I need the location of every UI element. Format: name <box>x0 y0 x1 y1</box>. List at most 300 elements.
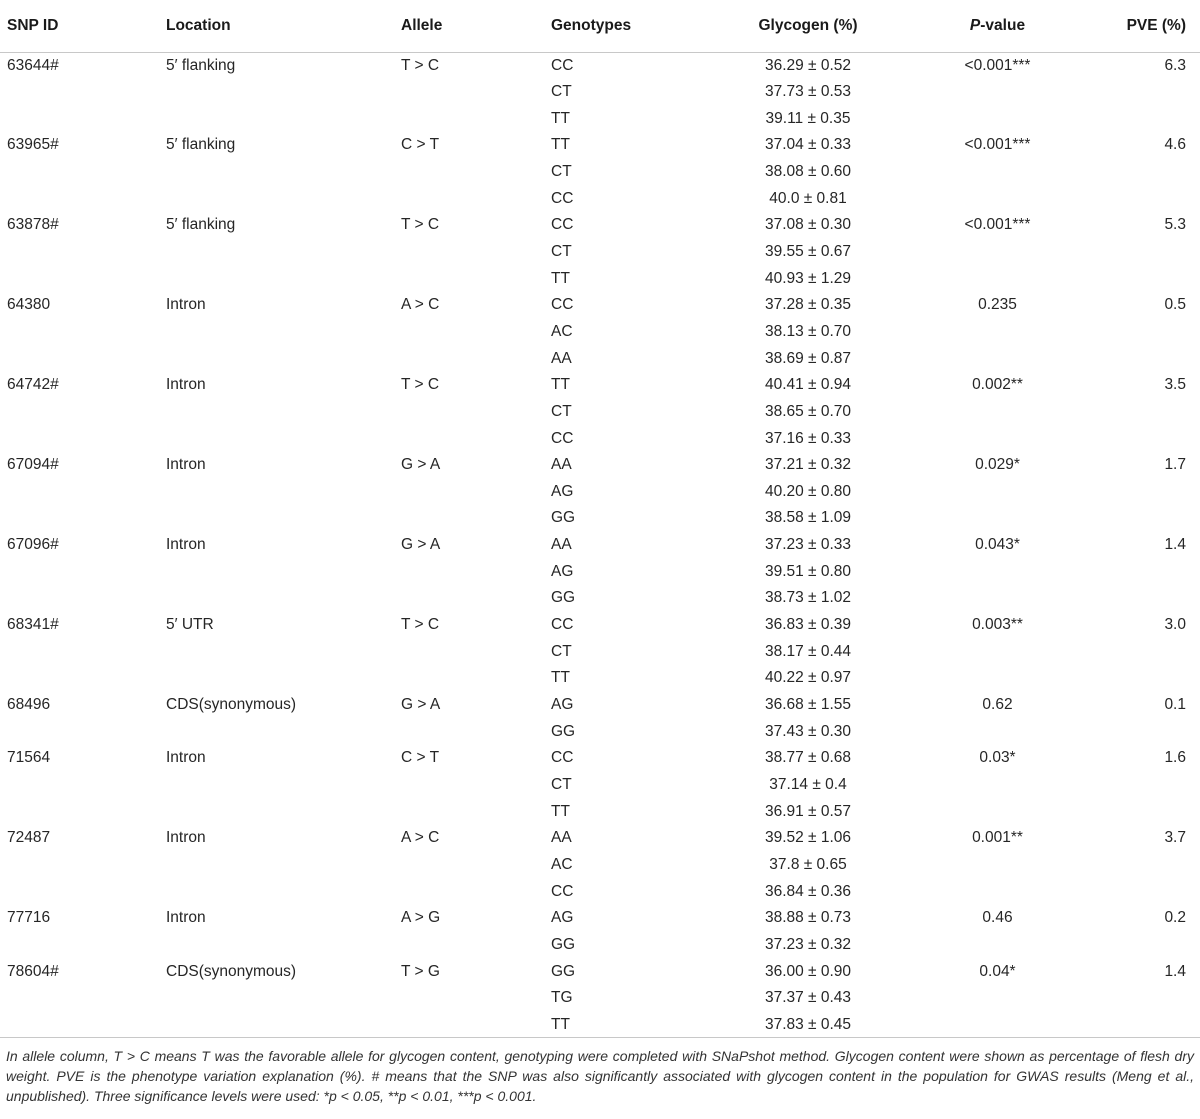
header-allele: Allele <box>401 0 551 52</box>
cell-pvalue: 0.029* <box>975 456 1020 474</box>
cell-location: Intron <box>166 536 206 554</box>
cell-genotype: CT <box>551 402 572 420</box>
table-row <box>0 345 1200 372</box>
cell-allele: T > C <box>401 216 440 234</box>
cell-allele: T > C <box>401 616 440 634</box>
cell-location: Intron <box>166 296 206 314</box>
cell-snp-id <box>0 1012 166 1039</box>
cell-glycogen: 36.00 ± 0.90 <box>764 962 852 980</box>
cell-glycogen: 37.23 ± 0.33 <box>764 536 852 554</box>
cell-genotype: TT <box>551 1015 570 1033</box>
cell-location: Intron <box>166 829 206 847</box>
cell-genotype: CT <box>551 82 572 100</box>
cell-pvalue <box>905 265 1090 292</box>
cell-glycogen: 36.91 ± 0.57 <box>764 802 852 820</box>
cell-pvalue <box>905 319 1090 346</box>
cell-snp-id: 67094# <box>7 456 59 474</box>
cell-snp-id <box>0 718 166 745</box>
cell-allele <box>401 505 551 532</box>
cell-allele <box>401 558 551 585</box>
cell-pve <box>1090 105 1200 132</box>
table-row <box>0 718 1200 745</box>
table-row <box>0 985 1200 1012</box>
cell-pve <box>1090 932 1200 959</box>
cell-snp-id <box>0 239 166 266</box>
cell-location: Intron <box>166 376 206 394</box>
cell-location <box>166 985 401 1012</box>
cell-pve: 1.6 <box>1164 749 1186 767</box>
cell-location: 5′ UTR <box>166 616 214 634</box>
cell-location <box>166 772 401 799</box>
header-genotypes: Genotypes <box>551 0 711 52</box>
cell-snp-id <box>0 319 166 346</box>
cell-pvalue: <0.001*** <box>964 136 1031 154</box>
cell-genotype: GG <box>551 935 576 953</box>
cell-pvalue <box>905 852 1090 879</box>
cell-glycogen: 37.08 ± 0.30 <box>764 216 852 234</box>
cell-allele: T > C <box>401 56 440 74</box>
cell-pvalue: <0.001*** <box>964 216 1031 234</box>
cell-pvalue <box>905 772 1090 799</box>
cell-pve <box>1090 1012 1200 1039</box>
cell-genotype: AG <box>551 696 574 714</box>
cell-location: CDS(synonymous) <box>166 962 297 980</box>
cell-allele: G > A <box>401 456 441 474</box>
cell-genotype: CT <box>551 776 572 794</box>
cell-genotype: AA <box>551 349 572 367</box>
table-row <box>0 319 1200 346</box>
cell-glycogen: 37.23 ± 0.32 <box>764 935 852 953</box>
cell-genotype: TT <box>551 136 570 154</box>
table-row <box>0 798 1200 825</box>
cell-allele <box>401 798 551 825</box>
cell-genotype: GG <box>551 722 576 740</box>
cell-allele: A > C <box>401 829 440 847</box>
cell-snp-id <box>0 345 166 372</box>
cell-allele <box>401 665 551 692</box>
cell-location <box>166 319 401 346</box>
cell-genotype: GG <box>551 509 576 527</box>
cell-glycogen: 37.37 ± 0.43 <box>764 989 852 1007</box>
cell-snp-id: 72487 <box>7 829 51 847</box>
cell-allele <box>401 399 551 426</box>
cell-pve <box>1090 319 1200 346</box>
cell-pvalue: 0.043* <box>975 536 1020 554</box>
header-snp-id: SNP ID <box>0 0 166 52</box>
table-row <box>0 958 1200 985</box>
table-row <box>0 452 1200 479</box>
cell-genotype: TT <box>551 376 570 394</box>
cell-pvalue <box>905 479 1090 506</box>
cell-genotype: CC <box>551 216 574 234</box>
cell-allele <box>401 319 551 346</box>
table-row <box>0 372 1200 399</box>
cell-genotype: AA <box>551 456 572 474</box>
cell-allele <box>401 985 551 1012</box>
table-row <box>0 852 1200 879</box>
cell-pvalue <box>905 425 1090 452</box>
table-row <box>0 265 1200 292</box>
cell-snp-id <box>0 185 166 212</box>
cell-pve <box>1090 505 1200 532</box>
cell-snp-id <box>0 798 166 825</box>
cell-pve <box>1090 798 1200 825</box>
cell-pvalue <box>905 185 1090 212</box>
cell-pvalue: 0.46 <box>982 909 1013 927</box>
table-row <box>0 638 1200 665</box>
cell-pve <box>1090 159 1200 186</box>
cell-genotype: AG <box>551 909 574 927</box>
cell-pvalue <box>905 159 1090 186</box>
table-row <box>0 505 1200 532</box>
table-row <box>0 185 1200 212</box>
cell-allele <box>401 638 551 665</box>
cell-genotype: CC <box>551 429 574 447</box>
cell-glycogen: 37.73 ± 0.53 <box>764 82 852 100</box>
cell-pvalue: 0.001** <box>972 829 1023 847</box>
cell-pvalue <box>905 718 1090 745</box>
cell-glycogen: 37.21 ± 0.32 <box>764 456 852 474</box>
table-row <box>0 105 1200 132</box>
cell-pvalue: 0.62 <box>982 696 1013 714</box>
cell-allele <box>401 772 551 799</box>
cell-snp-id: 64742# <box>7 376 59 394</box>
cell-glycogen: 37.83 ± 0.45 <box>764 1015 852 1033</box>
cell-genotype: AC <box>551 856 573 874</box>
table-row <box>0 532 1200 559</box>
cell-location <box>166 718 401 745</box>
cell-pvalue <box>905 798 1090 825</box>
cell-glycogen: 39.52 ± 1.06 <box>764 829 852 847</box>
cell-pvalue <box>905 638 1090 665</box>
cell-allele <box>401 852 551 879</box>
cell-allele: C > T <box>401 136 440 154</box>
cell-allele <box>401 718 551 745</box>
cell-snp-id <box>0 399 166 426</box>
bottom-rule <box>0 1037 1200 1038</box>
cell-pvalue <box>905 558 1090 585</box>
cell-snp-id: 71564 <box>7 749 51 767</box>
table-row <box>0 772 1200 799</box>
cell-glycogen: 38.69 ± 0.87 <box>764 349 852 367</box>
cell-pve <box>1090 345 1200 372</box>
cell-allele <box>401 585 551 612</box>
cell-pve <box>1090 638 1200 665</box>
cell-pve: 5.3 <box>1164 216 1186 234</box>
cell-genotype: CC <box>551 882 574 900</box>
cell-location <box>166 265 401 292</box>
cell-glycogen: 40.41 ± 0.94 <box>764 376 852 394</box>
cell-pvalue: 0.003** <box>972 616 1023 634</box>
cell-snp-id <box>0 159 166 186</box>
cell-glycogen: 36.83 ± 0.39 <box>764 616 852 634</box>
header-glycogen: Glycogen (%) <box>711 0 905 52</box>
cell-pve: 3.5 <box>1164 376 1186 394</box>
cell-location <box>166 239 401 266</box>
cell-allele: C > T <box>401 749 440 767</box>
cell-location <box>166 399 401 426</box>
cell-snp-id <box>0 852 166 879</box>
cell-genotype: TT <box>551 802 570 820</box>
cell-pve: 1.4 <box>1164 536 1186 554</box>
cell-snp-id: 68496 <box>7 696 51 714</box>
cell-glycogen: 38.58 ± 1.09 <box>764 509 852 527</box>
cell-location: 5′ flanking <box>166 136 236 154</box>
cell-pvalue <box>905 505 1090 532</box>
table-row <box>0 479 1200 506</box>
cell-snp-id <box>0 638 166 665</box>
cell-genotype: AA <box>551 536 572 554</box>
cell-glycogen: 37.16 ± 0.33 <box>764 429 852 447</box>
cell-allele: G > A <box>401 696 441 714</box>
cell-pvalue <box>905 585 1090 612</box>
cell-location <box>166 558 401 585</box>
table-row <box>0 52 1200 79</box>
cell-pve: 0.5 <box>1164 296 1186 314</box>
cell-genotype: CC <box>551 189 574 207</box>
cell-pve <box>1090 239 1200 266</box>
cell-snp-id: 64380 <box>7 296 51 314</box>
cell-glycogen: 36.84 ± 0.36 <box>764 882 852 900</box>
table-body <box>0 52 1200 1038</box>
cell-glycogen: 36.68 ± 1.55 <box>764 696 852 714</box>
cell-allele <box>401 265 551 292</box>
cell-genotype: CT <box>551 242 572 260</box>
cell-glycogen: 37.04 ± 0.33 <box>764 136 852 154</box>
cell-snp-id <box>0 932 166 959</box>
cell-pve <box>1090 878 1200 905</box>
cell-location <box>166 1012 401 1039</box>
cell-glycogen: 39.55 ± 0.67 <box>764 242 852 260</box>
cell-pvalue <box>905 665 1090 692</box>
header-row <box>0 0 1200 52</box>
cell-glycogen: 40.20 ± 0.80 <box>764 482 852 500</box>
header-location: Location <box>166 0 401 52</box>
cell-snp-id <box>0 985 166 1012</box>
cell-pvalue <box>905 105 1090 132</box>
cell-pve: 0.2 <box>1164 909 1186 927</box>
cell-glycogen: 39.11 ± 0.35 <box>765 109 851 127</box>
table-row <box>0 159 1200 186</box>
header-pvalue: P-value <box>905 0 1090 52</box>
cell-pvalue <box>905 239 1090 266</box>
cell-pve: 0.1 <box>1164 696 1186 714</box>
cell-pvalue <box>905 345 1090 372</box>
cell-pvalue <box>905 985 1090 1012</box>
cell-location <box>166 505 401 532</box>
table-row <box>0 425 1200 452</box>
cell-glycogen: 38.08 ± 0.60 <box>764 162 852 180</box>
table-footnote: In allele column, T > C means T was the favorable allele for glycogen content, genotyping were completed with SNaPshot method. Glycogen content were shown as percentage of flesh dry weight. PVE is the phenotype variation explanation (%). # means that the SNP was also significantly associated with glycogen content in the population for GWAS results (Meng et al., unpublished). Three significance levels were used: *p < 0.05, **p < 0.01, ***p < 0.001. <box>6 1048 1194 1104</box>
cell-glycogen: 38.17 ± 0.44 <box>764 642 852 660</box>
cell-allele: A > C <box>401 296 440 314</box>
cell-glycogen: 36.29 ± 0.52 <box>764 56 852 74</box>
cell-pvalue: 0.235 <box>978 296 1017 314</box>
cell-location <box>166 425 401 452</box>
cell-glycogen: 38.88 ± 0.73 <box>764 909 852 927</box>
cell-genotype: GG <box>551 962 576 980</box>
cell-location <box>166 345 401 372</box>
cell-genotype: TT <box>551 669 570 687</box>
cell-genotype: CC <box>551 616 574 634</box>
table-row <box>0 612 1200 639</box>
cell-location <box>166 665 401 692</box>
cell-pve <box>1090 79 1200 106</box>
table-row <box>0 665 1200 692</box>
cell-snp-id <box>0 878 166 905</box>
cell-pvalue <box>905 932 1090 959</box>
cell-allele <box>401 932 551 959</box>
cell-pve: 1.4 <box>1164 962 1186 980</box>
table-row <box>0 79 1200 106</box>
cell-allele <box>401 185 551 212</box>
cell-glycogen: 37.43 ± 0.30 <box>764 722 852 740</box>
cell-pve <box>1090 718 1200 745</box>
cell-snp-id <box>0 505 166 532</box>
cell-location <box>166 105 401 132</box>
cell-location <box>166 638 401 665</box>
cell-genotype: CT <box>551 162 572 180</box>
cell-pve <box>1090 772 1200 799</box>
cell-glycogen: 40.93 ± 1.29 <box>764 269 852 287</box>
cell-glycogen: 38.65 ± 0.70 <box>764 402 852 420</box>
cell-pvalue <box>905 1012 1090 1039</box>
cell-location: Intron <box>166 456 206 474</box>
cell-location <box>166 185 401 212</box>
cell-genotype: CC <box>551 56 574 74</box>
cell-location <box>166 852 401 879</box>
cell-pve <box>1090 399 1200 426</box>
cell-snp-id <box>0 425 166 452</box>
cell-glycogen: 38.13 ± 0.70 <box>764 322 852 340</box>
cell-pve <box>1090 985 1200 1012</box>
table-row <box>0 239 1200 266</box>
table-row <box>0 745 1200 772</box>
cell-location: CDS(synonymous) <box>166 696 297 714</box>
cell-location: 5′ flanking <box>166 56 236 74</box>
table-row <box>0 878 1200 905</box>
cell-allele <box>401 425 551 452</box>
cell-location <box>166 479 401 506</box>
table-row <box>0 558 1200 585</box>
cell-pve <box>1090 558 1200 585</box>
cell-pvalue <box>905 79 1090 106</box>
table-row <box>0 932 1200 959</box>
cell-snp-id: 68341# <box>7 616 59 634</box>
cell-allele: T > G <box>401 962 440 980</box>
cell-allele <box>401 1012 551 1039</box>
cell-snp-id <box>0 558 166 585</box>
cell-snp-id <box>0 105 166 132</box>
table-row <box>0 292 1200 319</box>
cell-pvalue: <0.001*** <box>964 56 1031 74</box>
table-row <box>0 585 1200 612</box>
cell-allele: T > C <box>401 376 440 394</box>
cell-snp-id <box>0 772 166 799</box>
cell-snp-id <box>0 479 166 506</box>
cell-snp-id: 63965# <box>7 136 59 154</box>
cell-genotype: AG <box>551 562 574 580</box>
cell-genotype: AG <box>551 482 574 500</box>
cell-pve: 3.7 <box>1164 829 1186 847</box>
cell-allele <box>401 878 551 905</box>
cell-genotype: TG <box>551 989 573 1007</box>
cell-snp-id: 67096# <box>7 536 59 554</box>
cell-pve: 3.0 <box>1164 616 1186 634</box>
cell-pve <box>1090 665 1200 692</box>
cell-pve: 6.3 <box>1164 56 1186 74</box>
cell-pve <box>1090 479 1200 506</box>
cell-pve <box>1090 425 1200 452</box>
cell-glycogen: 38.73 ± 1.02 <box>764 589 852 607</box>
cell-snp-id: 77716 <box>7 909 51 927</box>
cell-genotype: AC <box>551 322 573 340</box>
table-row <box>0 1012 1200 1039</box>
header-pve: PVE (%) <box>1090 0 1200 52</box>
cell-allele <box>401 345 551 372</box>
cell-location: Intron <box>166 909 206 927</box>
cell-location <box>166 798 401 825</box>
cell-glycogen: 38.77 ± 0.68 <box>764 749 852 767</box>
cell-snp-id <box>0 79 166 106</box>
cell-allele <box>401 159 551 186</box>
cell-glycogen: 40.22 ± 0.97 <box>764 669 852 687</box>
cell-snp-id: 63644# <box>7 56 59 74</box>
cell-pve <box>1090 185 1200 212</box>
cell-allele: A > G <box>401 909 441 927</box>
table-row <box>0 212 1200 239</box>
cell-snp-id <box>0 585 166 612</box>
cell-genotype: TT <box>551 109 570 127</box>
cell-pve <box>1090 852 1200 879</box>
table-row <box>0 132 1200 159</box>
cell-location: 5′ flanking <box>166 216 236 234</box>
cell-allele: G > A <box>401 536 441 554</box>
cell-location <box>166 878 401 905</box>
cell-allele <box>401 239 551 266</box>
cell-location <box>166 932 401 959</box>
cell-genotype: CC <box>551 296 574 314</box>
table-row <box>0 399 1200 426</box>
cell-location <box>166 585 401 612</box>
cell-pvalue <box>905 878 1090 905</box>
cell-location <box>166 159 401 186</box>
cell-genotype: GG <box>551 589 576 607</box>
cell-location <box>166 79 401 106</box>
cell-pvalue: 0.03* <box>979 749 1016 767</box>
cell-genotype: AA <box>551 829 572 847</box>
cell-pvalue: 0.04* <box>979 962 1016 980</box>
cell-snp-id <box>0 265 166 292</box>
table-row <box>0 905 1200 932</box>
cell-glycogen: 40.0 ± 0.81 <box>769 189 847 207</box>
cell-pve: 1.7 <box>1164 456 1186 474</box>
cell-genotype: CT <box>551 642 572 660</box>
cell-allele <box>401 79 551 106</box>
cell-glycogen: 37.14 ± 0.4 <box>769 776 847 794</box>
cell-glycogen: 39.51 ± 0.80 <box>764 562 852 580</box>
cell-location: Intron <box>166 749 206 767</box>
cell-glycogen: 37.28 ± 0.35 <box>764 296 852 314</box>
cell-pve <box>1090 265 1200 292</box>
table-row <box>0 692 1200 719</box>
cell-genotype: TT <box>551 269 570 287</box>
cell-pve: 4.6 <box>1164 136 1186 154</box>
cell-pvalue: 0.002** <box>972 376 1023 394</box>
cell-snp-id <box>0 665 166 692</box>
cell-allele <box>401 105 551 132</box>
cell-allele <box>401 479 551 506</box>
